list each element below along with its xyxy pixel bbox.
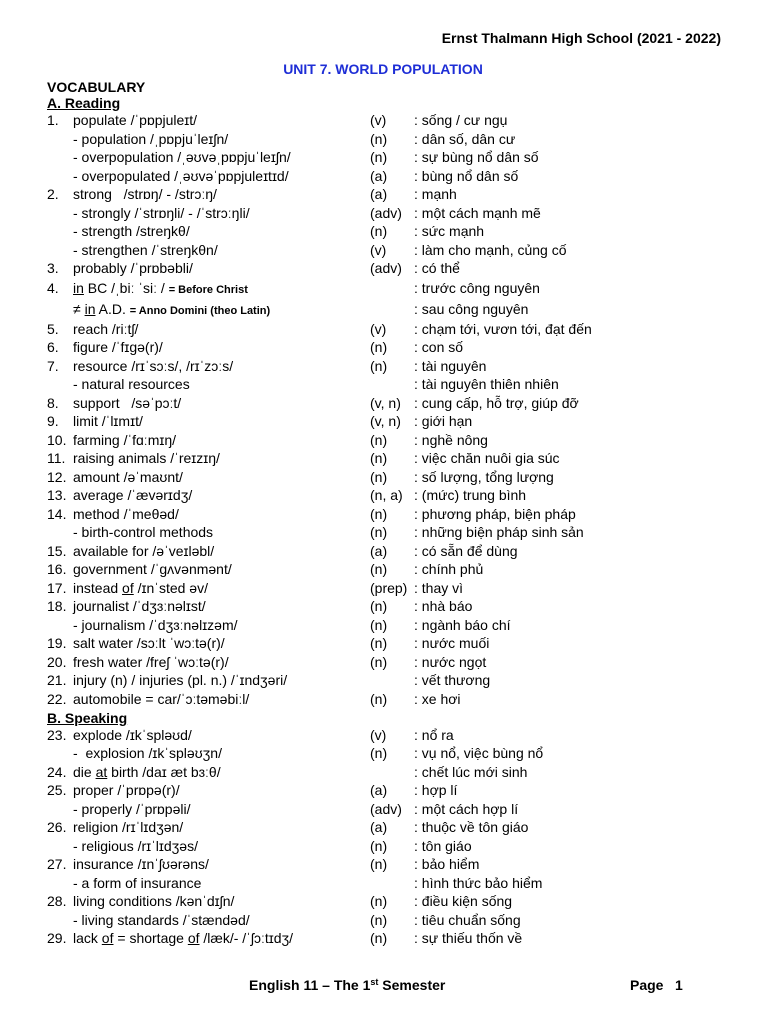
- vocab-entry: [47, 892, 747, 911]
- term-text: - natural resources: [73, 376, 190, 392]
- entry-term: [73, 375, 190, 394]
- entry-number: 20.: [47, 653, 67, 670]
- term-text: - a form of insurance: [73, 874, 202, 891]
- term-text: average /ˈævərɪdʒ/: [73, 487, 193, 503]
- part-of-speech: (v): [370, 241, 387, 258]
- entry-term: [73, 412, 143, 431]
- part-of-speech: (n): [370, 616, 388, 633]
- entry-meaning: : một cách hợp lí: [414, 800, 519, 817]
- entry-number: 5.: [47, 320, 59, 337]
- vocab-subentry: [47, 204, 747, 223]
- vocab-entry: [47, 634, 747, 653]
- entry-term: [73, 892, 234, 911]
- entry-term: [73, 204, 250, 223]
- entry-meaning: : sau công nguyên: [414, 300, 529, 317]
- vocab-subentry: [47, 874, 747, 893]
- entry-term: [73, 874, 201, 893]
- entry-meaning: : vết thương: [414, 672, 491, 688]
- term-text: fresh water /freʃ ˈwɔːtə(r)/: [73, 653, 229, 670]
- part-of-speech: (adv): [370, 800, 402, 817]
- term-text: proper /ˈprɒpə(r)/: [73, 782, 180, 798]
- term-text: raising animals /ˈreɪzɪŋ/: [73, 450, 220, 466]
- entry-meaning: : sự bùng nổ dân số: [414, 149, 539, 165]
- part-of-speech: (n, a): [370, 487, 403, 503]
- entry-meaning: : có sẵn để dùng: [414, 542, 518, 559]
- entry-number: 2.: [47, 186, 59, 202]
- term-text: support /səˈpɔːt/: [73, 394, 182, 411]
- entry-number: 13.: [47, 487, 67, 503]
- vocab-entry: [47, 653, 747, 672]
- entry-meaning: : nghề nông: [414, 431, 488, 448]
- vocab-entry: [47, 929, 747, 948]
- term-text: reach /riːtʃ/: [73, 320, 139, 337]
- part-of-speech: (n): [370, 450, 388, 466]
- entry-number: 8.: [47, 394, 59, 411]
- entry-term: [73, 259, 193, 278]
- part-of-speech: (n): [370, 598, 388, 614]
- term-text: available for /əˈveɪləbl/: [73, 542, 215, 559]
- entry-meaning: : những biện pháp sinh sản: [414, 524, 584, 540]
- part-of-speech: (a): [370, 782, 388, 798]
- entry-term: [73, 241, 218, 260]
- entry-term: [73, 818, 183, 837]
- entry-term: [73, 130, 228, 149]
- term-note: = Anno Domini (theo Latin): [129, 304, 271, 317]
- page-footer: [0, 977, 768, 993]
- vocab-entry: [47, 560, 747, 579]
- entry-term: [73, 338, 163, 357]
- term-text: - living standards /ˈstændəd/: [73, 911, 250, 928]
- entry-number: 6.: [47, 339, 59, 355]
- term-text: die: [73, 763, 96, 780]
- entry-number: 23.: [47, 726, 67, 743]
- term-text: automobile = car/ˈɔːtəməbiːl/: [73, 690, 250, 707]
- term-text: - birth-control methods: [73, 524, 214, 540]
- vocab-entry: [47, 579, 747, 598]
- term-text: ≠: [73, 300, 85, 317]
- entry-number: 3.: [47, 260, 59, 276]
- footer-course-text: English 11 – The 1: [249, 977, 371, 993]
- entry-term: [73, 468, 183, 487]
- entry-number: 19.: [47, 635, 67, 651]
- vocab-entry: [47, 111, 747, 130]
- part-of-speech: (n): [370, 745, 388, 761]
- entry-meaning: : sự thiếu thốn về: [414, 930, 523, 946]
- term-text: explode /ɪkˈspləʊd/: [73, 726, 192, 743]
- entry-number: 4.: [47, 279, 59, 296]
- entry-term: [73, 929, 293, 948]
- part-of-speech: (n): [370, 911, 388, 928]
- entry-meaning: : tài nguyên: [414, 357, 487, 374]
- footer-course-ordinal: st: [370, 977, 379, 987]
- entry-number: 11.: [47, 450, 66, 466]
- vocab-subentry: [47, 241, 747, 260]
- part-of-speech: (n): [370, 893, 388, 909]
- entry-term: [73, 744, 222, 763]
- entry-number: 29.: [47, 930, 67, 946]
- vocab-subentry: [47, 375, 747, 394]
- vocab-entry: [47, 542, 747, 561]
- term-text: - religious /rɪˈlɪdʒəs/: [73, 837, 198, 854]
- entry-meaning: : nước muối: [414, 635, 490, 651]
- vocab-entry: [47, 278, 747, 299]
- term-text: strong /strɒŋ/ - /strɔːŋ/: [73, 186, 217, 202]
- entry-meaning: : cung cấp, hỗ trợ, giúp đỡ: [414, 394, 579, 411]
- vocab-subentry: [47, 800, 747, 819]
- part-of-speech: (adv): [370, 260, 402, 276]
- vocab-subentry: [47, 148, 747, 167]
- page-number: 1: [675, 977, 683, 993]
- underlined-word: of: [122, 579, 134, 596]
- entry-meaning: : sức mạnh: [414, 223, 485, 239]
- vocab-subentry: [47, 523, 747, 542]
- vocab-subentry: [47, 616, 747, 635]
- part-of-speech: (a): [370, 819, 388, 835]
- term-text: - overpopulated /ˌəʊvəˈpɒpjuleɪtɪd/: [73, 167, 289, 184]
- section-heading: B. Speaking: [47, 710, 128, 726]
- vocabulary-sections: [47, 96, 747, 948]
- entry-meaning: : làm cho mạnh, củng cố: [414, 241, 567, 258]
- entry-term: [73, 278, 248, 301]
- entry-number: 1.: [47, 112, 59, 128]
- entry-number: 15.: [47, 542, 67, 559]
- entry-meaning: : nhà báo: [414, 598, 473, 614]
- part-of-speech: (v): [370, 726, 387, 743]
- term-text: BC /ˌbiː ˈsiː /: [83, 279, 169, 296]
- section-heading: A. Reading: [47, 94, 121, 111]
- entry-term: [73, 800, 191, 819]
- vocab-entry: [47, 505, 747, 524]
- vocab-subentry: [47, 299, 747, 320]
- entry-number: 16.: [47, 561, 67, 577]
- entry-meaning: : tài nguyên thiên nhiên: [414, 376, 559, 392]
- entry-term: [73, 148, 291, 167]
- entry-meaning: : sống / cư ngụ: [414, 112, 508, 128]
- entry-meaning: : trước công nguyên: [414, 279, 540, 296]
- entry-number: 12.: [47, 468, 67, 485]
- entry-meaning: : một cách mạnh mẽ: [414, 204, 541, 221]
- vocab-entry: [47, 412, 747, 431]
- entry-term: [73, 671, 287, 690]
- entry-term: [73, 185, 217, 204]
- vocab-entry: [47, 468, 747, 487]
- part-of-speech: (n): [370, 339, 388, 355]
- entry-meaning: : số lượng, tổng lượng: [414, 468, 554, 485]
- part-of-speech: (n): [370, 653, 388, 670]
- page-label: Page: [630, 977, 664, 993]
- footer-course-tail: Semester: [378, 977, 446, 993]
- term-text: living conditions /kənˈdɪʃn/: [73, 893, 235, 909]
- entry-term: [73, 579, 208, 598]
- term-text: probably /ˈprɒbəbli/: [73, 260, 193, 276]
- term-text: journalist /ˈdʒɜːnəlɪst/: [73, 598, 206, 614]
- part-of-speech: (n): [370, 690, 388, 707]
- entry-term: [73, 690, 249, 709]
- entry-term: [73, 837, 198, 856]
- vocab-entry: [47, 486, 747, 505]
- vocab-entry: [47, 726, 747, 745]
- entry-number: 17.: [47, 579, 67, 596]
- entry-meaning: : dân số, dân cư: [414, 130, 516, 147]
- entry-term: [73, 523, 213, 542]
- term-text: religion /rɪˈlɪdʒən/: [73, 819, 184, 835]
- entry-meaning: : con số: [414, 339, 464, 355]
- entry-term: [73, 911, 250, 930]
- entry-term: [73, 299, 270, 322]
- entry-term: [73, 781, 180, 800]
- vocab-entry: [47, 818, 747, 837]
- term-text: figure /ˈfɪgə(r)/: [73, 339, 163, 355]
- term-text: injury (n) / injuries (pl. n.) /ˈɪndʒəri/: [73, 672, 288, 688]
- vocab-subentry: [47, 222, 747, 241]
- entry-number: 28.: [47, 893, 67, 909]
- entry-term: [73, 394, 181, 413]
- part-of-speech: (n): [370, 930, 388, 946]
- vocab-entry: [47, 357, 747, 376]
- entry-term: [73, 542, 214, 561]
- term-text: = shortage: [113, 930, 188, 946]
- unit-title: UNIT 7. WORLD POPULATION: [283, 61, 483, 77]
- entry-meaning: : xe hơi: [414, 690, 461, 707]
- entry-term: [73, 167, 289, 186]
- part-of-speech: (v, n): [370, 394, 401, 411]
- entry-meaning: : hợp lí: [414, 782, 458, 798]
- vocabulary-content: [47, 79, 747, 948]
- term-text: lack: [73, 930, 102, 946]
- vocab-entry: [47, 431, 747, 450]
- underlined-word: in: [73, 279, 84, 296]
- vocab-subentry: [47, 911, 747, 930]
- entry-meaning: : ngành báo chí: [414, 616, 511, 633]
- entry-term: [73, 486, 192, 505]
- part-of-speech: (v): [370, 320, 387, 337]
- part-of-speech: (n): [370, 431, 388, 448]
- term-text: - strongly /ˈstrɒŋli/ - /ˈstrɔːŋli/: [73, 204, 250, 221]
- entry-number: 26.: [47, 819, 67, 835]
- entry-meaning: : thay vì: [414, 579, 464, 596]
- entry-meaning: : chính phủ: [414, 561, 484, 577]
- vocab-entry: [47, 855, 747, 874]
- underlined-word: of: [101, 930, 114, 946]
- vocab-subentry: [47, 744, 747, 763]
- vocab-entry: [47, 597, 747, 616]
- part-of-speech: (n): [370, 130, 388, 147]
- term-text: insurance /ɪnˈʃʊərəns/: [73, 856, 209, 872]
- term-text: farming /ˈfɑːmɪŋ/: [73, 431, 177, 448]
- vocab-subentry: [47, 167, 747, 186]
- vocab-entry: [47, 320, 747, 339]
- entry-meaning: : bảo hiểm: [414, 856, 480, 872]
- vocab-entry: [47, 185, 747, 204]
- term-text: - strengthen /ˈstreŋkθn/: [73, 241, 218, 258]
- footer-course: [249, 977, 445, 993]
- entry-meaning: : nổ ra: [414, 726, 454, 743]
- entry-meaning: : có thể: [414, 260, 460, 276]
- entry-meaning: : vụ nổ, việc bùng nổ: [414, 745, 544, 761]
- part-of-speech: (n): [370, 505, 388, 522]
- term-text: salt water /sɔːlt ˈwɔːtə(r)/: [73, 635, 225, 651]
- part-of-speech: (n): [370, 837, 388, 854]
- entry-number: 21.: [47, 672, 67, 688]
- vocab-entry: [47, 781, 747, 800]
- term-text: birth /daɪ æt bɜːθ/: [107, 763, 221, 780]
- entry-meaning: : tiêu chuẩn sống: [414, 911, 521, 928]
- vocab-entry: [47, 671, 747, 690]
- part-of-speech: (n): [370, 223, 388, 239]
- entry-number: 10.: [47, 431, 67, 448]
- school-header: Ernst Thalmann High School (2021 - 2022): [441, 30, 721, 46]
- part-of-speech: (v): [370, 112, 387, 128]
- entry-meaning: : bùng nổ dân số: [414, 167, 519, 184]
- entry-number: 7.: [47, 357, 59, 374]
- term-text: resource /rɪˈsɔːs/, /rɪˈzɔːs/: [73, 357, 234, 374]
- underlined-word: of: [187, 930, 200, 946]
- entry-number: 18.: [47, 598, 67, 614]
- vocab-entry: [47, 449, 747, 468]
- term-note: = Before Christ: [168, 283, 248, 296]
- term-text: populate /ˈpɒpjuleɪt/: [73, 112, 198, 128]
- vocab-subentry: [47, 837, 747, 856]
- entry-number: 9.: [47, 413, 59, 429]
- part-of-speech: (v, n): [370, 413, 401, 429]
- part-of-speech: (n): [370, 635, 388, 651]
- vocab-entry: [47, 763, 747, 782]
- term-text: - strength /streŋkθ/: [73, 223, 190, 239]
- entry-term: [73, 431, 176, 450]
- vocab-entry: [47, 394, 747, 413]
- term-text: amount /əˈmaʊnt/: [73, 468, 183, 485]
- term-text: method /ˈmeθəd/: [73, 505, 179, 522]
- term-text: A.D.: [95, 300, 130, 317]
- term-text: - population /ˌpɒpjuˈleɪʃn/: [73, 130, 229, 147]
- entry-meaning: : mạnh: [414, 186, 457, 202]
- entry-term: [73, 449, 220, 468]
- term-text: - explosion /ɪkˈspləʊʒn/: [73, 745, 222, 761]
- entry-meaning: : giới hạn: [414, 413, 473, 429]
- entry-term: [73, 320, 138, 339]
- underlined-word: at: [95, 763, 108, 780]
- entry-meaning: : chết lúc mới sinh: [414, 763, 528, 780]
- entry-number: 27.: [47, 856, 67, 872]
- entry-term: [73, 634, 225, 653]
- entry-meaning: : hình thức bảo hiểm: [414, 874, 543, 891]
- entry-term: [73, 111, 197, 130]
- vocab-entry: [47, 690, 747, 709]
- part-of-speech: (a): [370, 167, 388, 184]
- part-of-speech: (n): [370, 856, 388, 872]
- entry-meaning: : nước ngọt: [414, 653, 487, 670]
- entry-term: [73, 653, 229, 672]
- term-text: government /ˈgʌvənmənt/: [73, 561, 232, 577]
- part-of-speech: (n): [370, 524, 388, 540]
- entry-term: [73, 560, 232, 579]
- entry-number: 25.: [47, 782, 67, 798]
- term-text: instead: [73, 579, 123, 596]
- part-of-speech: (adv): [370, 204, 402, 221]
- entry-term: [73, 357, 233, 376]
- underlined-word: in: [84, 300, 96, 317]
- vocab-entry: [47, 259, 747, 278]
- vocab-subentry: [47, 130, 747, 149]
- term-text: /læk/- /ˈʃɔːtɪdʒ/: [199, 930, 294, 946]
- entry-meaning: : chạm tới, vươn tới, đạt đến: [414, 320, 592, 337]
- part-of-speech: (n): [370, 149, 388, 165]
- term-text: - overpopulation /ˌəʊvəˌpɒpjuˈleɪʃn/: [73, 149, 291, 165]
- entry-term: [73, 222, 190, 241]
- term-text: - journalism /ˈdʒɜːnəlɪzəm/: [73, 616, 238, 633]
- entry-term: [73, 505, 179, 524]
- term-text: /ɪnˈsted əv/: [133, 579, 208, 596]
- term-text: - properly /ˈprɒpəli/: [73, 800, 191, 817]
- entry-meaning: : phương pháp, biện pháp: [414, 505, 576, 522]
- part-of-speech: (a): [370, 542, 388, 559]
- entry-meaning: : thuộc về tôn giáo: [414, 819, 529, 835]
- part-of-speech: (prep): [370, 579, 408, 596]
- entry-term: [73, 726, 192, 745]
- part-of-speech: (n): [370, 561, 388, 577]
- entry-meaning: : tôn giáo: [414, 837, 472, 854]
- entry-term: [73, 763, 221, 782]
- entry-meaning: : việc chăn nuôi gia súc: [414, 450, 560, 466]
- entry-number: 22.: [47, 690, 67, 707]
- entry-term: [73, 616, 238, 635]
- entry-term: [73, 855, 209, 874]
- part-of-speech: (n): [370, 357, 388, 374]
- part-of-speech: (n): [370, 468, 388, 485]
- part-of-speech: (a): [370, 186, 388, 202]
- entry-number: 14.: [47, 505, 67, 522]
- entry-meaning: : điều kiện sống: [414, 893, 513, 909]
- vocab-entry: [47, 338, 747, 357]
- entry-term: [73, 597, 206, 616]
- entry-meaning: : (mức) trung bình: [414, 487, 527, 503]
- vocabulary-heading: VOCABULARY: [47, 78, 146, 95]
- term-text: limit /ˈlɪmɪt/: [73, 413, 143, 429]
- entry-number: 24.: [47, 763, 67, 780]
